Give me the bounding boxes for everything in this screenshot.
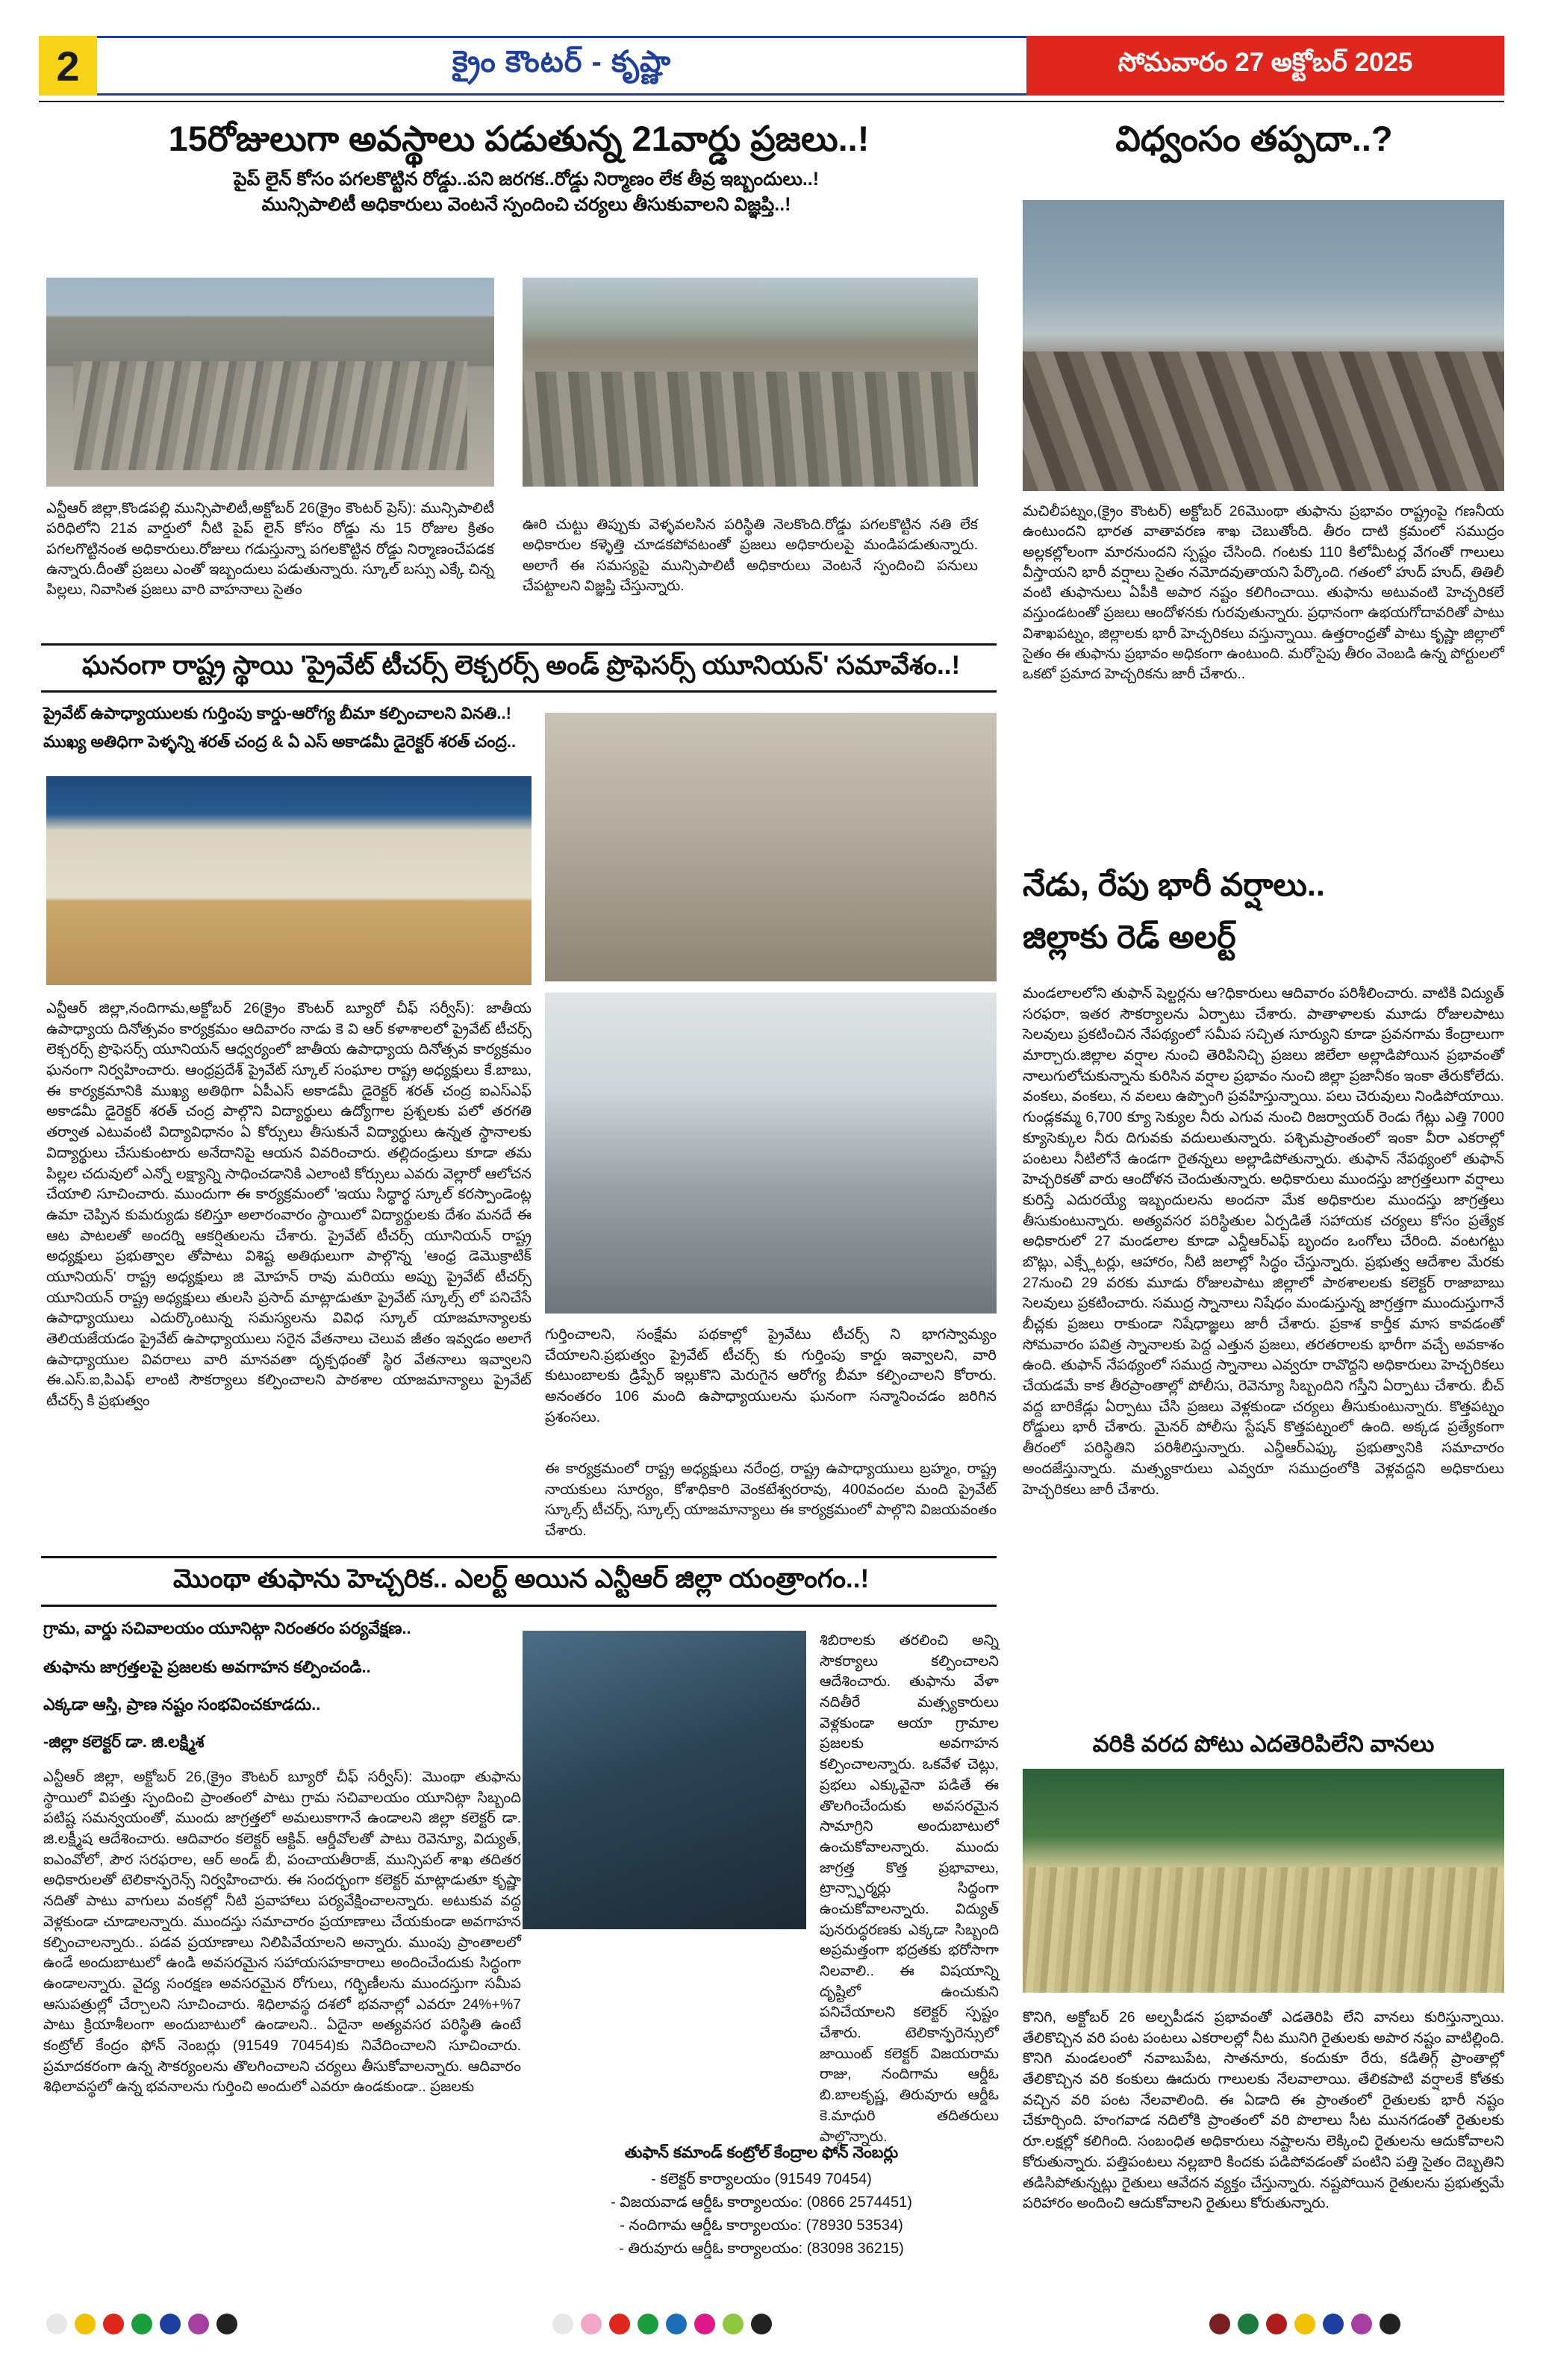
montha-bottom-rule <box>41 1605 997 1607</box>
masthead <box>39 36 1504 96</box>
contact-item: - నందిగామ ఆర్డీఓ కార్యాలయం: (78930 53534) <box>620 2217 903 2234</box>
photo-teachers-felicitation <box>46 776 532 985</box>
montha-body: ఎన్టీఆర్ జిల్లా, అక్టోబర్ 26,(క్రైం కౌంటర్ బ్యూరో చీఫ్ సర్వీస్): మొంథా తుఫాను స్థాయిలో విపత్తు స్పందించి ప్రాంతంలో పాటు గ్రామ సచివాలయం యూనిట్గా సిబ్బంది పటిష్ట సమన్వయంతో, ముందు జాగ్రత్తలో అమలుకాగానే ఉండాలని జిల్లా కలెక్టర్ డా. జి.లక్ష్మీష ఆదేశించారు. ఆదివారం కలెక్టర్ ఆక్టివ్. ఆర్డీవోలతో పాటు రెవెన్యూ, విద్యుత్, ఐఎంవోలో, పౌర సరఫరాల, ఆర్ అండ్ బీ, పంచాయతీరాజ్, మున్సిపల్ శాఖ తదితర అధికారులతో టెలికాన్ఫరెన్స్ నిర్వహించారు. ఈ సందర్భంగా కలెక్టర్ మాట్లాడుతూ కృష్ణా నదితో పాటు వాగులు వంకల్లో నీటి ప్రవాహాలు పర్యవేక్షించాలన్నారు. అటుకువ వద్ద వెళ్లకుండా చూడాలన్నారు. ముందస్తు సమాచారం ప్రయాణాలు చేయకుండా అవగాహన కల్పించాలన్నారు.. పడవ ప్రయాణాలు నిలిపివేయాలని అన్నారు. ముంపు ప్రాంతాలలో ఉండే అందుబాటులో ఉండి అవసరమైన సహాయసహకారాలు అందించేందుకు సిద్ధంగా ఉండాలన్నారు. వైద్య సంరక్షణ అవసరమైన రోగులు, గర్భిణీలను ముందస్తుగా సమీప ఆసుపత్రుల్లో చేర్చాలని సూచించారు. శిధిలావస్థ దశలో భవనాల్లో ఎవరూ 24%+%7 పాటు క్రియాశీలంగా అందుబాటులో ఉండాలని.. ఏదైనా అత్యవసర పరిస్థితి ఉంటే కంట్రోల్ కేంద్రం ఫోన్ నెంబర్లు (91549 70454)కు నివేదించాలని సూచించారు. ప్రమాదకరంగా ఉన్న సౌకర్యంలను తొలగించాలని చర్యలు తీసుకోవాలన్నారు. ఆదివారం శిథిలావస్థలో ఉన్న భవనాలను గుర్తించి అందులో ఎవరూ ఉండకుండా.. ప్రజలకు <box>43 1769 521 2096</box>
floods-headline: వరికి వరద పోటు ఎదతెరిపిలేని వానలు <box>1092 1731 1435 1757</box>
color-chip <box>694 2314 715 2334</box>
color-chip <box>609 2314 630 2334</box>
teachers-photo-caption: గుర్తించాలని, సంక్షేమ పథకాల్లో ప్రైవేటు టీచర్స్ ని భాగస్వామ్యం చేయాలని.ప్రభుత్వం ప్రైవేట్ టీచర్స్ కు గుర్తింపు కార్డు ఇవ్వాలని, వారి కుటుంబాలకు డ్రిప్పేర్ ఇల్లుకొని మెరుగైన ఆరోగ్య బీమా కల్పించాలని కోరారు. అనంతరం 106 మంది ఉపాధ్యాయులను ఘనంగా సన్మానించడం జరిగిన ప్రశంసలు. <box>545 1326 997 1425</box>
photo-flooded-paddy <box>1023 1769 1504 1993</box>
masthead-title <box>97 36 1026 96</box>
red-alert-headline-1: నేడు, రేపు భారీ వర్షాలు.. <box>1023 867 1325 903</box>
floods-body: కొనిగి, అక్టోబర్ 26 అల్పపీడన ప్రభావంతో ఎడతెరిపి లేని వానలు కురిస్తున్నాయి. తేలికొచ్చిన వరి పంట పంటలు ఎకరాలల్లో నీట మునిగి రైతులకు అపార నష్టం వాటిల్లింది. కొనిగి మండలంలో నవాబుపేట, సాతనూరు, కందుకూ రేరు, కడితిగ్గ్ ప్రాంతాల్లో తేలికొచ్చిన వరి కంకులు ఊదురు గాలులకు నేలవాలాయి. తేలికపాటి వర్షాలకే కోతకు వచ్చిన వరి పంట నేలవాలింది. ఈ ఏడాది ఈ ప్రాంతంలో రైతులకు భారీ నష్టం చేకూర్చింది. హంగవాడ నదిలోకి ప్రాంతంలో వరి పొలాలు సీట మునగడంతో రైతులకు రూ.లక్షల్లో కలిగింది. సంబంధిత అధికారులు నష్టాలను లెక్కించి రైతులను ఆదుకోవాలని కోరుతున్నారు. పత్తిపంటలు నల్లబారి కిందకు పడిపోవడంతో పంటిని పత్తి సైతం దెబ్బతిని తడిసిపోతున్నట్లు రైతులు ఆవేదన వ్యక్తం చేస్తున్నారు. నష్టపోయిన రైతులను ప్రభుత్వమే పరిహారం అందించి ఆదుకోవాలని రైతులు కోరుతున్నారు. <box>1023 2009 1504 2212</box>
lead-headline-left: 15రోజులుగా అవస్థాలు పడుతున్న 21వార్డు ప్రజలు..! <box>168 119 870 158</box>
photo-teachers-audience <box>545 993 997 1314</box>
color-chip <box>216 2314 237 2334</box>
color-chip <box>1380 2314 1400 2334</box>
color-strip-3 <box>1209 2314 1400 2334</box>
lead-subhead-2: మున్సిపాలిటీ అధికారులు వెంటనే స్పందించి చర్యలు తీసుకువాలని విజ్ఞప్తి..! <box>261 194 791 215</box>
color-strip-1 <box>46 2314 237 2334</box>
color-chip <box>160 2314 181 2334</box>
lead-subhead-1: పైప్ లైన్ కోసం పగలకొట్టిన రోడ్డు..పని జరగక..రోడ్డు నిర్మాణం లేక తీవ్ర ఇబ్బందులు..! <box>233 169 820 190</box>
montha-contacts-list <box>523 2168 1000 2261</box>
teachers-headline: ఘనంగా రాష్ట్ర స్థాయి 'ప్రైవేట్ టీచర్స్ లెక్చరర్స్ అండ్ ప్రొఫెసర్స్ యూనియన్' సమావేశం..! <box>81 651 961 680</box>
contact-item: - విజయవాడ ఆర్డీఓ కార్యాలయం: (0866 2574451) <box>611 2194 912 2211</box>
masthead-date <box>1026 36 1504 96</box>
teachers-sub-2: ముఖ్య అతిధిగా పెళ్ళన్ని శరత్ చంద్ర & ఏ ఎస్ అకాడమీ డైరెక్టర్ శరత్ చంద్ర.. <box>43 732 517 751</box>
red-alert-body: మండలాలలోని తుఫాన్ షెల్టర్లను ఆ?ధికారులు ఆదివారం పరిశీలించారు. వాటికి విద్యుత్ సరఫరా, ఇతర సౌకర్యాలను ఏర్పాటు చేశారు. పాతాళాలకు మూడు రోజులపాటు సెలవులు ప్రకటించిన నేపథ్యంలో సమీప సచ్చిత సూర్యుని కూడా ప్రవనగామ కేంద్రాలుగా మార్చారు.జిల్లాల వర్షాల నుంచి తెరిపినిచ్చి ప్రజలు జిలేలా అల్లాడిపోయిన ప్రభావంతో నాలుగులోచుకున్నాను కురిసిన వర్షాల ప్రభావం నుంచి జిల్లా ప్రజానీకం ఇంకా తేరుకోలేదు. వంకలు, వంకలు, న వలలు ఉప్పొంగి ప్రవహిస్తున్నాయి. పలు చెరువులు నిండిపోయాయి. గుండ్లకమ్మ 6,700 క్యూ సెక్యుల నీరు ఎగువ నుంచి రిజర్వాయర్ రెండు గేట్లు ఎత్తి 7000 క్యూసెక్కుల నీరు దిగువకు వదులుతున్నారు. పశ్చిమప్రాంతంలో ఇంకా వీరా ఎకరాల్లో పంటలు నీటిలోనే ఉండగా రైతన్నలు అల్లాడిపోతున్నారు. తుఫాన్ నేపథ్యంలో తుఫాన్ హెచ్చరికతో వారు ఆందోళన చెందుతున్నారు. అధికారులు ముందస్తు జాగ్రత్తలుగా వర్షాలు కురిస్తే ఎదురయ్యే ఇబ్బందులను అందనా మేక అధికారుల ముందస్తు జాగ్రత్తలు తీసుకుంటున్నారు. అత్యవసర పరిస్థితుల ఏర్పడితే సహాయక చర్యలు కోసం ప్రత్యేక అధికారులో 27 మండలాల కూడా ఎన్డీఆర్ఎఫ్ బృందం ఒంగోలు చేరింది. వంటగట్టు బొట్లు, ఎక్స్లేటర్లు, ఆహారం, నీటి జలాల్లో సిద్ధం చేస్తున్నారు. ప్రభుత్వ ఆదేశాల మేరకు 27నుంచి 29 వరకు మూడు రోజులపాటు జిల్లాలో పాఠశాలలకు కలెక్టర్ రాజాబాబు సెలవులు ప్రకటించారు. సముద్ర స్నానాలు నిషేధం మండుస్తున్న జాగ్రత్తగా ముందుస్తుగానే బీచ్లకు ప్రజలు రాకుండా నిషేధాజ్ఞలు జారీ చేశారు. ప్రకాశ కార్తీక మాస కావడంతో సోమవారం పవిత్ర స్నానాలకు పెద్ద ఎత్తున ప్రజలు, తరతరాలకు భారీగా వచ్చే అవకాశం ఉంది. తుఫాన్ నేపథ్యంలో సముద్ర స్నానాలు ఎవ్వరూ రావొద్దని అధికారులు హెచ్చరికలు చేయడమే కాక తీరప్రాంతాల్లో పోలీసు, రెవెన్యూ సిబ్బందిని గస్తీని ఏర్పాటు చేశారు. బీచ్ వద్ద బారికేడ్లు ఏర్పాటు చేసి ప్రజలు వెళ్లకుండా చర్యలు తీసుకుంటున్నారు. కొత్తపట్నం రోడ్డులు భారీ చేశారు. మైనర్ పోలీసు స్టేషన్ కొత్తపట్నంలో ఉంది. అక్కడ ప్రత్యేకంగా తీరంలో పరిస్థితిని పరిశీలిస్తున్నారు. ఎన్డీఆర్ఎఫ్కు ప్రభుత్వానికి సమాచారం అందజేస్తున్నారు. మత్స్యకారులు ఎవ్వరూ సముద్రంలోకి వెళ్లవద్దని అధికారులు హెచ్చరికలు జారీ చేశారు. <box>1023 985 1504 1498</box>
teachers-caption-tail: ఈ కార్యక్రమంలో రాష్ట్ర అధ్యక్షులు నరేంద్ర, రాష్ట్ర ఉపాధ్యాయులు బ్రహ్మం, రాష్ట్ర నాయకులు సూర్యం, కోశాధికారి వెంకటేశ్వరరావు, 400వందల మంది ప్రైవేట్ స్కూల్స్ టీచర్స్, స్కూల్స్ యాజమాన్యాలు ఈ కార్యక్రమంలో పాల్గొని విజయవంతం చేశారు. <box>545 1461 997 1540</box>
color-chip <box>552 2314 573 2334</box>
caption-left: ఎన్టీఆర్ జిల్లా,కొండపల్లి మున్సిపాలిటీ,అక్టోబర్ 26(క్రైం కౌంటర్ ప్రెస్): మున్సిపాలిటీ పరిధిలోని 21వ వార్డులో నీటి పైప్ లైన్ కోసం రోడ్డు ను 15 రోజుల క్రితం పగలగొట్టినంత అధికారులు.రోజులు గడుస్తున్నా పగలకొట్టిన రోడ్డు నిర్మాణంచేపడక ఉన్నారు.దీంతో ప్రజలు ఎంతో ఇబ్బందులు పడుతున్నారు. స్కూల్ బస్సు ఎక్కే చిన్న పిల్లలు, నివాసిత ప్రజలు వారి వాహనాలు సైతం <box>46 500 494 599</box>
teachers-sub-1: ప్రైవేట్ ఉపాధ్యాయులకు గుర్తింపు కార్డు-ఆరోగ్య బీమా కల్పించాలని వినతి..! <box>43 704 511 722</box>
montha-sub-3: ఎక్కడా ఆస్తి, ప్రాణ నష్టం సంభవించకూడదు.. <box>43 1695 321 1714</box>
color-chip <box>75 2314 96 2334</box>
photo-collector-phone <box>523 1631 806 1929</box>
red-alert-headline-2: జిల్లాకు రెడ్ అలర్ట్ <box>1023 919 1236 955</box>
montha-sub-2: తుఫాను జాగ్రత్తలపై ప్రజలకు అవగాహన కల్పించండి.. <box>43 1658 371 1676</box>
montha-byline: -జిల్లా కలెక్టర్ డా. జి.లక్ష్మిశ <box>43 1732 205 1751</box>
color-chip <box>188 2314 209 2334</box>
color-chip <box>1294 2314 1315 2334</box>
photo-teachers-group <box>545 713 997 981</box>
teachers-top-rule <box>41 643 997 646</box>
color-chip <box>638 2314 658 2334</box>
cyclone-right-body: మచిలీపట్నం,(క్రైం కౌంటర్) అక్టోబర్ 26మొంథా తుఫాను ప్రభావం రాష్ట్రంపై గణనీయ ఉంటుందని భారత వాతావరణ శాఖ చెబుతోంది. తీరం దాటి క్రమంలో సముద్రం అల్లకల్లోలంగా మారనుందని స్పష్టం చేసింది. గంటకు 110 కిలోమీటర్ల వేగంతో గాలులు వీస్తాయని భారీ వర్షాలు సైతం నమోదవుతాయని పేర్కొంది. గతంలో హుద్ హుద్, తితిలీ వంటి తుఫానులు ఏపీకి అపార నష్టం కలిగించాయి. తుఫాను అటువంటి హెచ్చరికలే వస్తుండటంతో ప్రజలు ఆందోళనకు గురవుతున్నారు. ప్రధానంగా ఉభయగోదావరితో పాటు విశాఖపట్నం, జిల్లాలకు భారీ హెచ్చరికలు వస్తున్నాయి. ఉత్తరాంధ్రతో పాటు కృష్ణా జిల్లాలో సైతం ఈ తుఫాను ప్రభావం అధికంగా ఉంటుంది. మరోసైపు తీరం వెంబడి ఉన్న పోర్టులలో ఒకటో ప్రమాద హెచ్చరికను జారీ చేశారు.. <box>1023 503 1504 683</box>
color-chip <box>1323 2314 1344 2334</box>
caption-mid: ఊరి చుట్టు తిప్పుకు వెళ్ళవలసిన పరిస్థితి నెలకొంది.రోడ్డు పగలకొట్టిన నతి లేక అధికారుల కళ్ళెత్తి చూడకపోవటంతో ప్రజలు అధికారులపై మండిపడుతున్నారు. అలాగే ఈ సమస్యపై మున్సిపాలిటీ అధికారులు వెంటనే స్పందించి పనులు చేపట్టాలని విజ్ఞప్తి చేస్తున్నారు. <box>523 516 978 594</box>
page-number: 2 <box>39 36 97 96</box>
montha-headline: మొంథా తుఫాను హెచ్చరిక.. ఎలర్ట్ అయిన ఎన్టీఆర్ జిల్లా యంత్రాంగం..! <box>172 1564 870 1593</box>
contact-item: - తిరువూరు ఆర్డీఓ కార్యాలయం: (83098 36215) <box>619 2240 904 2257</box>
color-chip <box>723 2314 744 2334</box>
color-chip <box>103 2314 124 2334</box>
color-chip <box>1351 2314 1372 2334</box>
montha-mid-body-top: శిబిరాలకు తరలించి అన్ని సౌకర్యాలు కల్పించాలని ఆదేశించారు. తుఫాను వేళా నదితీరే మత్స్యకారులు వెళ్లకుండా ఆయా గ్రామాల ప్రజలకు అవగాహన కల్పించాలన్నారు. ఒకవేళ చెట్లు, ప్రభలు ఎక్కువైనా పడితే ఈ తొలగించేందుకు అవసరమైన సామాగ్రిని అందుబాటులో ఉంచుకోవాలన్నారు. ముందు జాగ్రత్త కొత్త ప్రభావాలు, ట్రాన్స్ఫార్మర్లు సిద్ధంగా ఉంచుకోవాలన్నారు. విద్యుత్ పునరుద్ధరణకు ఎక్కడా సిబ్బంది అప్రమత్తంగా భద్రతకు భరోసాగా నిలవాలి.. ఈ విషయాన్ని దృష్టిలో ఉంచుకుని పనిచేయాలని కలెక్టర్ స్పష్టం చేశారు. టెలికాన్ఫరెన్సులో జాయింట్ కలెక్టర్ విజయరామ రాజు, నందిగామ ఆర్డీఓ బి.బాలకృష్ణ, తిరువూరు ఆర్డీఓ కె.మాధురి తదితరులు పాల్గొన్నారు. <box>820 1632 999 2145</box>
contact-item: - కలెక్టర్ కార్యాలయం (91549 70454) <box>651 2171 872 2187</box>
color-chip <box>751 2314 772 2334</box>
color-chip <box>1209 2314 1230 2334</box>
color-chip <box>581 2314 602 2334</box>
teachers-bottom-rule <box>41 690 997 693</box>
color-chip <box>1266 2314 1287 2334</box>
masthead-rule <box>39 101 1504 102</box>
montha-contacts-title: తుఫాన్ కమాండ్ కంట్రోల్ కేంద్రాల ఫోన్ నెంబర్లు <box>624 2144 899 2161</box>
color-chip <box>131 2314 152 2334</box>
photo-broken-road-right <box>523 278 978 487</box>
color-strip-2 <box>552 2314 772 2334</box>
montha-sub-1: గ్రామ, వార్డు సచివాలయం యూనిట్గా నిరంతరం పర్యవేక్షణ.. <box>43 1619 411 1637</box>
masthead-date-text: సోమవారం 27 అక్టోబర్ 2025 <box>1117 48 1413 77</box>
color-chip <box>1238 2314 1259 2334</box>
photo-broken-road-left <box>46 278 494 487</box>
color-chip <box>46 2314 67 2334</box>
montha-top-rule <box>41 1556 997 1558</box>
teachers-body: ఎన్టీఆర్ జిల్లా,నందిగామ,అక్టోబర్ 26(క్రైం కౌంటర్ బ్యూరో చీఫ్ సర్వీస్): జాతీయ ఉపాధ్యాయ దినోత్సవం కార్యక్రమం ఆదివారం నాడు కె వి ఆర్ కళాశాలలో ప్రైవేట్ టీచర్స్ లెక్చరర్స్ ప్రొఫెసర్స్ యూనియన్ ఆధ్వర్యంలో జాతీయ ఉపాధ్యాయ దినోత్సవ కార్యక్రమం ఘనంగా నిర్వహించారు. ఆంధ్రప్రదేశ్ ప్రైవేట్ స్కూల్ సంఘాల రాష్ట్ర అధ్యక్షులు కే.బాబు, ఈ కార్యక్రమానికి ముఖ్య అతిథిగా ఏపీఎస్ అకాడమీ డైరెక్టర్ శరత్ చంద్ర ఐఎస్ఎఫ్ అకాడమీ డైరెక్టర్ శరత్ చంద్ర పాల్గొని విద్యార్థులు ఉద్యోగాల ప్రశ్నలకు పలో తరగతి తర్వాత ఎటువంటి విద్యావిధానం ఏ కోర్సులు తీసుకునే విద్యార్థులు ఉన్నత స్థానాలకు విద్యార్థులు చేసుకుంటారు అనేదానిపై ఆయన వివరించారు. తల్లిదండ్రులు కూడా తమ పిల్లల చదువులో ఎన్నో లక్ష్యాన్ని సాధించడానికి ఎలాంటి కోర్సులు ఎవరు వెల్లారో ఆలోచన చేయాలి సూచించారు. ముందుగా ఈ కార్యక్రమంలో 'ఇయు సిద్ధార్థ స్కూల్ కరస్పాండెంట్ల ఉమా చెప్పిన కుమర్యుడు కలిస్తూ అలారంవారం స్థాయిలో విద్యార్థులకు దేశం మనదే ఈ ఆట పాటలతో అందర్ని ఆకర్షితులను చేశారు. ప్రైవేట్ టీచర్స్ యూనియన్ రాష్ట్ర అధ్యక్షులు ప్రభుత్వాల తోపాటు విశిష్ట అతిథులుగా పాల్గొన్న 'ఆంధ్ర డెమొక్రాటిక్ యూనియన్' రాష్ట్ర అధ్యక్షులు జి మోహన్ రావు మరియు అప్పు ప్రైవేట్ టీచర్స్ యూనియన్ రాష్ట్ర అధ్యక్షులు తులసి ప్రసాద్ మాట్లాడుతూ ప్రైవేట్ స్కూల్స్ లో పనిచేసే ఉపాధ్యాయులు ఎదుర్కొంటున్న సమస్యలను వివిధ స్కూల్ యాజమాన్యాలకు తెలియజేయడం ప్రైవేట్ ఉపాధ్యాయులు సరైన వేతనాలు చెలువ జీతం ఇవ్వడం అలాగే ఉపాధ్యాయుల వివరాలు వారి మానవతా దృక్పథంతో స్థిర వేతనాలు ఇవ్వాలని ఈ.ఎస్.ఐ,పిఎఫ్ లాంటి సౌకర్యాలు కల్పించాలని పాఠశాల యాజమాన్యాలు ప్రైవేట్ టీచర్స్ కి ప్రభుత్వం <box>46 1000 532 1410</box>
photo-cyclone-sea <box>1023 200 1504 491</box>
color-chip <box>666 2314 687 2334</box>
lead-headline-right: విధ్వంసం తప్పదా..? <box>1115 119 1393 158</box>
masthead-title-text: క్రైం కౌంటర్ - కృష్ణా <box>452 45 672 78</box>
